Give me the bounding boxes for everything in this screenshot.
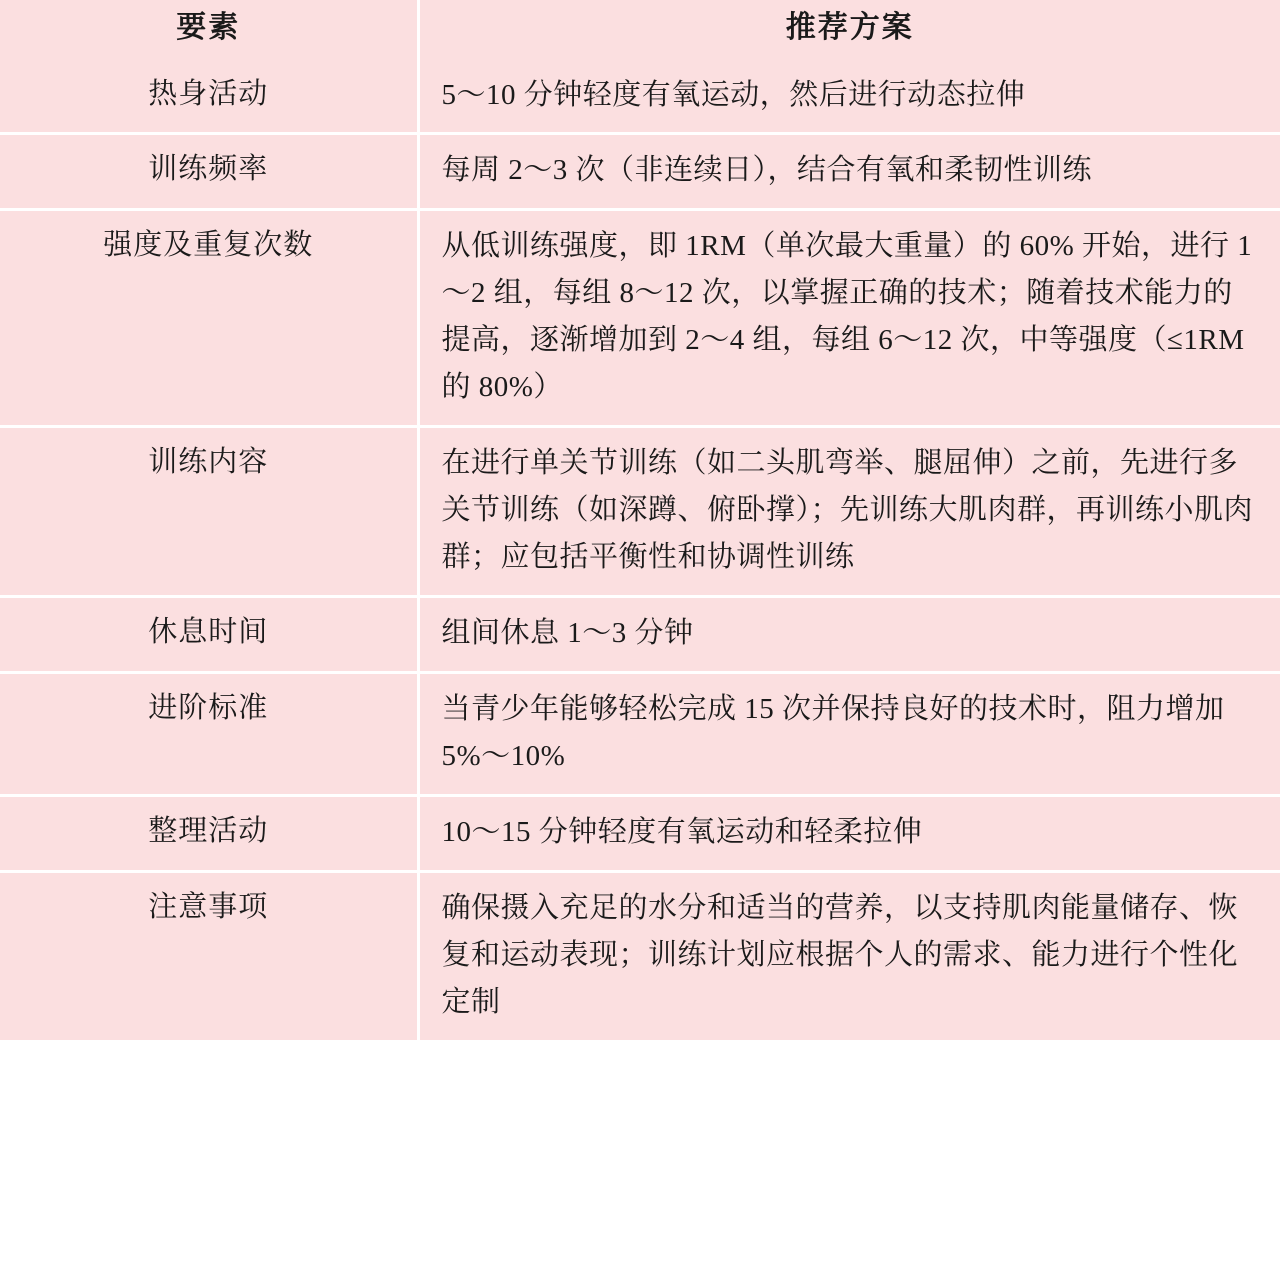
row-element-label: 休息时间 <box>0 597 418 673</box>
row-element-label: 注意事项 <box>0 872 418 1040</box>
row-element-label: 热身活动 <box>0 60 418 134</box>
row-plan-text: 当青少年能够轻松完成 15 次并保持良好的技术时，阻力增加 5%～10% <box>418 673 1280 796</box>
table-row <box>0 427 1280 597</box>
row-plan-text: 从低训练强度，即 1RM（单次最大重量）的 60% 开始，进行 1～2 组，每组 8～12 次，以掌握正确的技术；随着技术能力的提高，逐渐增加到 2～4 组，每组 6～12 次，中等强度（≤1RM 的 80%） <box>418 210 1280 427</box>
table-row <box>0 673 1280 796</box>
column-header-element: 要素 <box>0 0 418 60</box>
row-element-label: 进阶标准 <box>0 673 418 796</box>
table-row <box>0 597 1280 673</box>
table-row <box>0 796 1280 872</box>
row-element-label: 训练频率 <box>0 134 418 210</box>
table-row <box>0 134 1280 210</box>
row-plan-text: 组间休息 1～3 分钟 <box>418 597 1280 673</box>
table-row <box>0 210 1280 427</box>
row-element-label: 强度及重复次数 <box>0 210 418 427</box>
row-plan-text: 5～10 分钟轻度有氧运动，然后进行动态拉伸 <box>418 60 1280 134</box>
row-element-label: 训练内容 <box>0 427 418 597</box>
table-row <box>0 872 1280 1040</box>
row-plan-text: 10～15 分钟轻度有氧运动和轻柔拉伸 <box>418 796 1280 872</box>
row-plan-text: 在进行单关节训练（如二头肌弯举、腿屈伸）之前，先进行多关节训练（如深蹲、俯卧撑）；先训练大肌肉群，再训练小肌肉群；应包括平衡性和协调性训练 <box>418 427 1280 597</box>
table-header-row <box>0 0 1280 60</box>
row-element-label: 整理活动 <box>0 796 418 872</box>
row-plan-text: 确保摄入充足的水分和适当的营养，以支持肌肉能量储存、恢复和运动表现；训练计划应根据个人的需求、能力进行个性化定制 <box>418 872 1280 1040</box>
table-row <box>0 60 1280 134</box>
row-plan-text: 每周 2～3 次（非连续日），结合有氧和柔韧性训练 <box>418 134 1280 210</box>
column-header-plan: 推荐方案 <box>418 0 1280 60</box>
